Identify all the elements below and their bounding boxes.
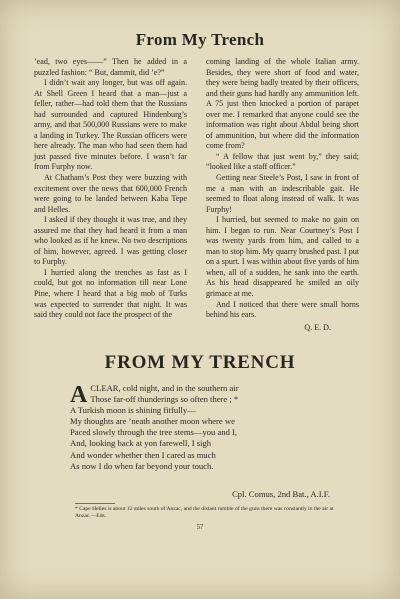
poem-line: My thoughts are ’neath another moon where we [70,416,235,427]
signoff: Q. E. D. [304,322,331,332]
poem-line: And wonder whether then I cared as much [70,449,216,460]
paragraph: Getting near Steele’s Post, I saw in front of me a man with an indescribable gait. He seemed to float along instead of walk. It was Furphy! [206,173,359,214]
poem-line: A Turkish moon is shining fitfully— [70,405,196,416]
poem [70,383,370,472]
paragraph: I hurried along the trenches as fast as I could, but got no information till near Lone Pine, where I heard that a big mob of Turks was expected to surrender that night. It was said they could not face the prospect of the [34,267,187,320]
paragraph: And I noticed that there were small horns behind his ears. [206,299,359,320]
paragraph: I didn’t wait any longer, but was off again. At Shell Green I heard that a man—just a feller, rather—had told them that the Russians had surrounded and captured Hindenburg’s army, and that 500,000 Russians were to make a landing in Turkey. The Russian officers were here already. The man who had seen them had just passed five minutes before. I wasn’t far from Furphy now. [34,78,187,172]
poem-line: ACLEAR, cold night, and in the southern air [70,382,239,408]
paragraph: At Chatham’s Post they were buzzing with excitement over the news that 600,000 French were going to be landed between Kaba Tepe and Helles. [34,173,187,214]
paragraph: I hurried, but seemed to make no gain on him. I began to run. Near Courtney’s Post I was twenty yards from him, and called to a man to stop him. My quarry brushed past. I put on a spurt. I was within about five yards of him when, all of a sudden, he sank into the earth. As his head disappeared he smiled an oily grimace at me. [206,215,359,299]
footnote: * Cape Helles is about 12 miles south of Anzac, and the distant rumble of the guns there was constantly in the air at Anzac.—Eds. [75,506,334,519]
poem-line: Those far-off thunderings so often there ; * [90,394,239,405]
page-title: From My Trench [135,30,265,49]
paragraph: coming landing of the whole Italian army. Besides, they were short of food and water, they were being badly treated by their officers, and their guns had hardly any ammunition left. A 75 just then knocked a portion of parapet over me. I remarked that anyone could see the information was right about Abdul being short of ammunition, but where did the information come from? [206,57,359,151]
paragraph: ’ead, two eyes——” Then he added in a puzzled fashion: “ But, dammit, did ’e?” [34,57,187,77]
paragraph: “ A fellow that just went by,” they said; “looked like a staff officer.” [206,151,359,172]
poem-line: As now I do when far beyond your touch. [70,460,214,471]
poem-line: Paced slowly through the tree stems—you and I, [70,427,238,438]
left-column [34,57,187,321]
paragraph: I asked if they thought it was true, and they assured me that they had heard it from a man who looked as if he knew. No two descriptions of him, however, agreed. I was getting closer to Furphy. [34,215,187,267]
footnote-rule [75,503,115,504]
poem-line: And, looking back at yon farewell, I sigh [70,438,212,449]
page-number: 57 [196,524,204,531]
drop-cap: A [70,382,88,408]
poem-title: FROM MY TRENCH [104,352,296,373]
poem-author: Cpl. Comus, 2nd Bat., A.I.F. [232,489,330,499]
right-column [206,57,359,333]
